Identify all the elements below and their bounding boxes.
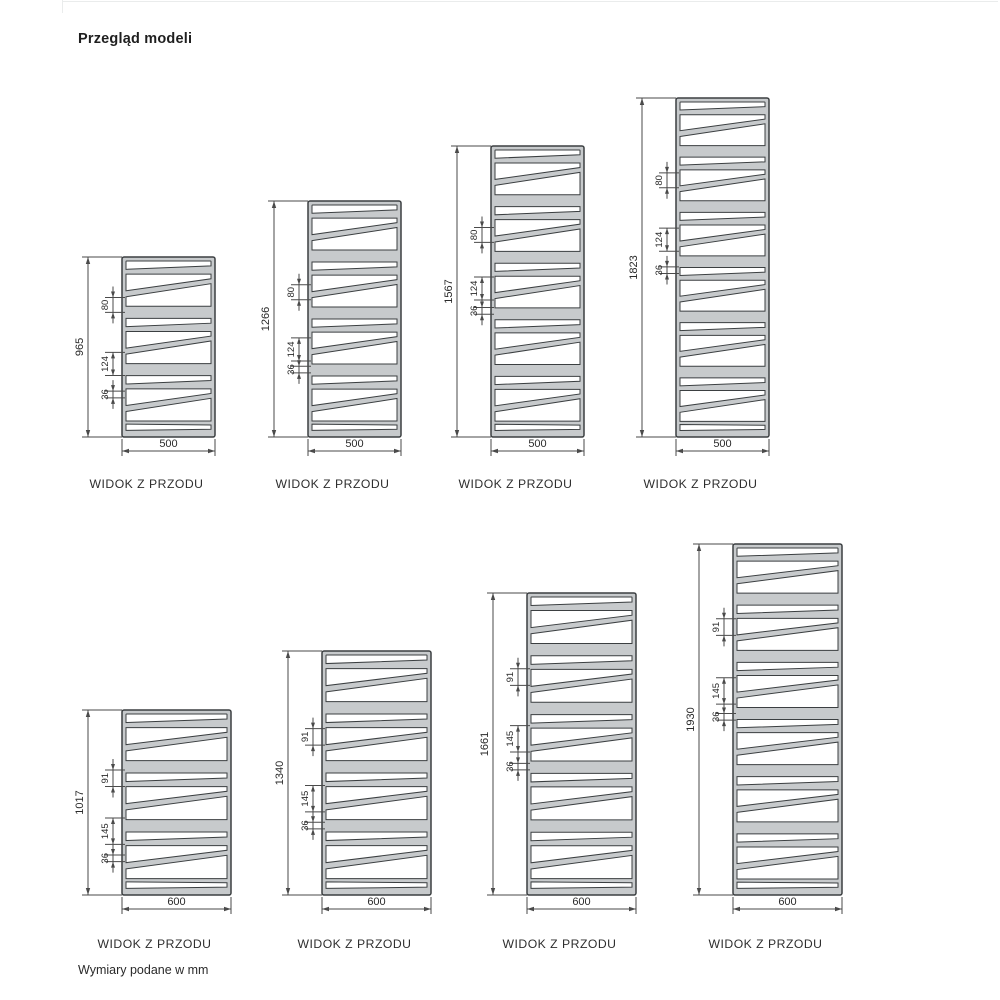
- radiator-figure: [270, 643, 439, 921]
- dim-arrow: [272, 201, 276, 208]
- dim-arrow: [111, 862, 115, 868]
- radiator-drawing: [256, 193, 409, 463]
- height-dimension: [685, 544, 733, 895]
- dim-arrow: [480, 314, 484, 320]
- dim-arrow: [491, 888, 495, 895]
- radiator-drawing: [270, 643, 439, 921]
- inner-dim-label: 36: [300, 820, 311, 831]
- inner-dim-label: 91: [100, 772, 111, 784]
- width-dim-label: 600: [367, 896, 386, 908]
- dim-arrow: [480, 221, 484, 227]
- dim-arrow: [697, 544, 701, 551]
- dim-arrow: [516, 726, 520, 732]
- front-view-caption: WIDOK Z PRZODU: [275, 477, 390, 491]
- width-dimension: [122, 438, 215, 456]
- dim-arrow: [86, 430, 90, 437]
- dim-arrow: [665, 261, 669, 267]
- height-dim-label: 1567: [443, 279, 455, 304]
- dim-arrow: [640, 98, 644, 105]
- dim-arrow: [516, 685, 520, 691]
- width-dimension: [527, 896, 636, 914]
- inner-dim-label: 145: [300, 790, 311, 807]
- radiator-slot: [126, 424, 211, 430]
- dim-arrow: [311, 785, 315, 791]
- width-dim-label: 600: [167, 896, 186, 908]
- dim-arrow: [629, 907, 636, 911]
- dim-arrow: [455, 146, 459, 153]
- radiator-slot: [126, 882, 227, 888]
- inner-dim-label: 145: [100, 823, 111, 840]
- dim-arrow: [722, 635, 726, 641]
- dim-arrow: [491, 593, 495, 600]
- dim-arrow: [311, 816, 315, 822]
- front-view-caption: WIDOK Z PRZODU: [708, 937, 823, 951]
- height-dim-label: 1340: [274, 760, 286, 786]
- dim-arrow: [308, 449, 315, 453]
- dim-arrow: [516, 746, 520, 752]
- inner-dim-label: 80: [469, 229, 480, 241]
- dim-arrow: [122, 907, 129, 911]
- radiator-drawing: [681, 536, 850, 921]
- dim-arrow: [722, 708, 726, 714]
- inner-dim-label: 145: [711, 682, 722, 699]
- units-note: Wymiary podane w mm: [78, 963, 209, 977]
- dim-arrow: [480, 242, 484, 248]
- width-dimension: [676, 438, 769, 456]
- dim-arrow: [424, 907, 431, 911]
- height-dim-label: 1930: [685, 707, 697, 732]
- dim-arrow: [111, 292, 115, 298]
- height-dimension: [274, 651, 322, 895]
- inner-dim-label: 36: [654, 264, 665, 276]
- height-dimension: [479, 593, 527, 895]
- radiator-slot: [312, 424, 397, 430]
- dim-arrow: [86, 257, 90, 264]
- width-dim-label: 500: [345, 438, 364, 450]
- radiator-drawing: [70, 249, 223, 463]
- page-edge-corner: [62, 0, 63, 13]
- dim-arrow: [733, 907, 740, 911]
- dim-arrow: [480, 302, 484, 308]
- dim-arrow: [394, 449, 401, 453]
- inner-dim-label: 124: [100, 356, 111, 372]
- height-dimension: [260, 201, 308, 437]
- radiator-figure: [624, 90, 777, 463]
- radiator-slot: [531, 882, 632, 888]
- height-dimension: [443, 146, 491, 437]
- width-dim-label: 600: [572, 896, 591, 908]
- front-view-caption: WIDOK Z PRZODU: [643, 477, 758, 491]
- dim-arrow: [297, 360, 301, 366]
- dim-arrow: [224, 907, 231, 911]
- inner-dim-label: 36: [505, 761, 516, 772]
- dim-arrow: [297, 279, 301, 285]
- front-view-caption: WIDOK Z PRZODU: [89, 477, 204, 491]
- radiator-figure: [439, 138, 592, 463]
- dim-arrow: [111, 385, 115, 391]
- width-dimension: [308, 438, 401, 456]
- dim-arrow: [697, 888, 701, 895]
- width-dimension: [322, 896, 431, 914]
- inner-dim-label: 80: [100, 299, 111, 311]
- front-view-caption: WIDOK Z PRZODU: [458, 477, 573, 491]
- dim-arrow: [722, 678, 726, 684]
- inner-dim-label: 124: [286, 341, 297, 358]
- height-dimension: [74, 257, 122, 437]
- inner-dim-label: 91: [300, 731, 311, 743]
- dim-arrow: [297, 338, 301, 344]
- dim-arrow: [208, 449, 215, 453]
- dim-arrow: [665, 274, 669, 280]
- dim-arrow: [111, 398, 115, 404]
- dim-arrow: [311, 806, 315, 812]
- inner-dim-label: 124: [469, 280, 480, 297]
- dim-arrow: [111, 849, 115, 855]
- dim-arrow: [111, 370, 115, 376]
- dim-arrow: [665, 167, 669, 173]
- radiator-figure: [70, 702, 239, 921]
- dim-arrow: [676, 449, 683, 453]
- width-dimension: [491, 438, 584, 456]
- radiator-slot: [680, 424, 765, 430]
- width-dim-label: 600: [778, 896, 797, 908]
- dim-arrow: [516, 757, 520, 763]
- dim-arrow: [516, 770, 520, 776]
- dim-arrow: [722, 720, 726, 726]
- inner-dim-label: 80: [286, 286, 297, 298]
- inner-dim-label: 91: [711, 621, 722, 633]
- radiator-figure: [475, 585, 644, 921]
- dim-arrow: [762, 449, 769, 453]
- dim-arrow: [455, 430, 459, 437]
- front-view-caption: WIDOK Z PRZODU: [97, 937, 212, 951]
- height-dim-label: 1017: [74, 790, 86, 815]
- dim-arrow: [665, 188, 669, 194]
- page-edge-line: [62, 1, 998, 2]
- front-view-caption: WIDOK Z PRZODU: [502, 937, 617, 951]
- dim-arrow: [111, 818, 115, 824]
- inner-dim-label: 36: [100, 853, 111, 864]
- dim-arrow: [577, 449, 584, 453]
- dim-arrow: [286, 888, 290, 895]
- page-title: Przegląd modeli: [78, 31, 193, 47]
- height-dim-label: 965: [74, 337, 86, 357]
- inner-dim-label: 124: [654, 231, 665, 248]
- dim-arrow: [527, 907, 534, 911]
- dim-arrow: [311, 723, 315, 729]
- dim-arrow: [286, 651, 290, 658]
- dim-arrow: [122, 449, 129, 453]
- front-view-caption: WIDOK Z PRZODU: [297, 937, 412, 951]
- radiator-figure: [256, 193, 409, 463]
- dim-arrow: [516, 663, 520, 669]
- dim-arrow: [86, 710, 90, 717]
- dim-arrow: [665, 228, 669, 234]
- dim-arrow: [111, 352, 115, 358]
- width-dim-label: 500: [713, 438, 732, 450]
- dim-arrow: [111, 786, 115, 792]
- width-dim-label: 500: [528, 438, 547, 450]
- dim-arrow: [722, 613, 726, 619]
- dim-arrow: [111, 764, 115, 770]
- dim-arrow: [311, 745, 315, 751]
- radiator-slot: [737, 882, 838, 888]
- dim-arrow: [86, 888, 90, 895]
- height-dim-label: 1823: [628, 255, 640, 280]
- dim-arrow: [272, 430, 276, 437]
- inner-dim-label: 36: [711, 711, 722, 723]
- inner-dim-label: 36: [100, 389, 111, 400]
- radiator-figure: [70, 249, 223, 463]
- radiator-slot: [495, 424, 580, 430]
- radiator-drawing: [475, 585, 644, 921]
- width-dimension: [733, 896, 842, 914]
- dim-arrow: [835, 907, 842, 911]
- dim-arrow: [111, 312, 115, 318]
- radiator-slot: [326, 882, 427, 888]
- inner-dim-label: 36: [469, 305, 480, 317]
- dim-arrow: [311, 829, 315, 835]
- radiator-drawing: [70, 702, 239, 921]
- dim-arrow: [480, 277, 484, 283]
- inner-dim-label: 91: [505, 671, 516, 683]
- dim-arrow: [111, 838, 115, 844]
- dim-arrow: [640, 430, 644, 437]
- dim-arrow: [322, 907, 329, 911]
- height-dim-label: 1661: [479, 731, 491, 757]
- width-dim-label: 500: [159, 438, 178, 450]
- dim-arrow: [491, 449, 498, 453]
- radiator-drawing: [624, 90, 777, 463]
- inner-dim-label: 145: [505, 730, 516, 747]
- radiator-drawing: [439, 138, 592, 463]
- radiator-figure: [681, 536, 850, 921]
- inner-dim-label: 36: [286, 364, 297, 375]
- dim-arrow: [297, 300, 301, 306]
- height-dimension: [628, 98, 676, 437]
- width-dimension: [122, 896, 231, 914]
- dim-arrow: [297, 373, 301, 379]
- inner-dim-label: 80: [654, 175, 665, 186]
- height-dim-label: 1266: [260, 306, 272, 332]
- dim-arrow: [665, 245, 669, 251]
